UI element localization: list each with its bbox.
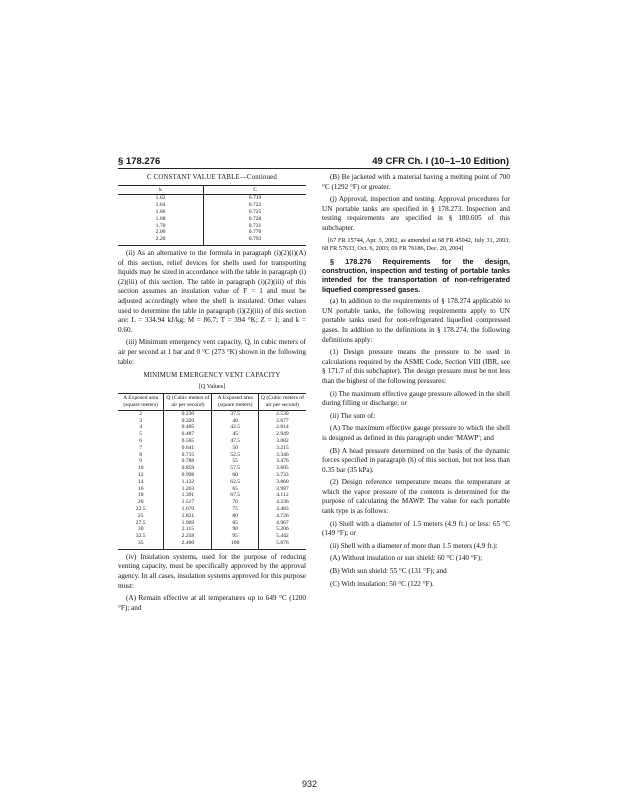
vent-table-cell: 0.405 (164, 424, 212, 431)
vent-table-cell: 2.814 (276, 424, 289, 431)
vent-table-cell: 67.5 (212, 492, 258, 499)
vent-table-cell: 50 (212, 445, 258, 452)
table-row (118, 465, 306, 472)
vent-table-cell: 2.949 (276, 431, 289, 438)
table-row (118, 431, 306, 438)
c-table-cell: 1.70 (118, 223, 204, 230)
vent-table-cell: 3.733 (276, 472, 289, 479)
left-column (118, 173, 306, 613)
vent-table-cell: 3.346 (276, 451, 289, 458)
paragraph-iii: (iii) Minimum emergency vent capacity, Q, in cubic meters of air per second at 1 bar and 0 °C (273 °K) shown in the following table: (118, 338, 306, 366)
vent-table-cell: 16 (118, 486, 164, 493)
vent-table-cell: 2.115 (164, 526, 212, 533)
paragraph-2-ii: (ii) Shell with a diameter of more than 1.5 meters (4.9 ft.): (330, 541, 498, 550)
table-row (118, 486, 306, 493)
table-row (118, 223, 306, 230)
table-row (118, 195, 306, 202)
table-row (118, 526, 306, 533)
vent-table-cell: 0.715 (164, 452, 212, 459)
vent-table-cell: 75 (212, 506, 258, 513)
vent-table-subtitle: [Q Values] (198, 382, 226, 390)
vent-table-cell: 10 (118, 465, 164, 472)
vent-table-cell: 5.676 (258, 540, 306, 549)
vent-table-cell: 0.788 (164, 458, 212, 465)
vent-capacity-table (118, 393, 306, 550)
table-row (118, 229, 306, 236)
vent-table-cell: 40 (212, 418, 258, 425)
vent-table-cell: 1.969 (164, 520, 212, 527)
vent-table-cell: 55 (212, 458, 258, 465)
paragraph-1-B: (B) A head pressure determined on the basis of the dynamic forces specified in paragraph (h) of this section, but not less than 0.35 bar (35 kPa). (322, 446, 510, 474)
table-row (118, 445, 306, 452)
vent-table-cell: 4.967 (276, 519, 289, 526)
vent-table-cell: 4.112 (276, 492, 289, 499)
vent-table-cell: 6 (118, 438, 164, 445)
table-row (118, 216, 306, 223)
right-column (322, 173, 510, 589)
c-table-cell: 0.770 (248, 229, 262, 236)
c-table-cell: 1.64 (118, 202, 204, 209)
vent-table-cell: 47.5 (212, 438, 258, 445)
paragraph-1-ii: (ii) The sum of: (330, 411, 376, 420)
paragraph-1-A: (A) The maximum effective gauge pressure to which the shell is designed as defined in this paragraph under 'MAWP'; and (322, 424, 510, 442)
vent-table-cell: 0.641 (164, 445, 212, 452)
amendment-note: [67 FR 15744, Apr. 3, 2002, as amended at 68 FR 45042, July 31, 2003; 68 FR 57633, Oct. 6, 2003; 69 FR 76186, Dec. 20, 2004] (322, 236, 510, 252)
vent-table-cell: 5 (118, 431, 164, 438)
vent-table-cell: 5.206 (276, 526, 289, 533)
table-row (118, 499, 306, 506)
c-constant-table (118, 185, 306, 246)
vent-table-cell: 4.726 (276, 512, 289, 519)
vent-table-cell: 42.5 (212, 424, 258, 431)
table-row (118, 424, 306, 431)
vent-table-cell: 52.5 (212, 452, 258, 459)
paragraph-ii: (ii) As an alternative to the formula in paragraph (i)(2)(i)(A) of this section, relief devices for shells used for transporting liquids may be sized in accordance with the table in paragraph (i)(2)(iii) of this section. The table in paragraph (i)(2)(iii) of this section assumes an insulation value of F = 1 and must be adjusted accordingly when the shell is insulated. Other values used to determine the table in paragraph (i)(2)(iii) of this section are: L = 334.94 kJ/kg; M = 86.7; T = 394 °K; Z = 1; and k = 0.60. (118, 248, 306, 334)
c-table-cell: 0.728 (248, 215, 262, 222)
table-row (118, 458, 306, 465)
c-table-cell: 2.20 (118, 236, 204, 245)
vent-table-cell: 5.442 (276, 533, 289, 540)
paragraph-j: (j) Approval, inspection and testing. Approval procedures for UN portable tanks are specified in § 178.273. Inspection and testing requirements are specified in § 180.605 of this subchapter. (322, 195, 510, 232)
page-header-title: 49 CFR Ch. I (10–1–10 Edition) (372, 156, 509, 167)
vent-table-cell: 95 (212, 533, 258, 540)
vent-table-cell: 30 (118, 526, 164, 533)
vent-table-cell: 14 (118, 479, 164, 486)
vent-table-cell: 0.565 (164, 438, 212, 445)
vent-table-cell: 70 (212, 499, 258, 506)
section-heading: § 178.276 Requirements for the design, construction, inspection and testing of portable tanks intended for the transportation of non-refrigerated liquefied compressed gases. (322, 256, 510, 294)
vent-table-cell: 100 (212, 540, 258, 549)
paragraph-a: (a) In addition to the requirements of § 178.274 applicable to UN portable tanks, the following requirements apply to UN portable tanks used for non-refrigerated liquefied compressed gases. In addition to the definitions in § 178.274, the following definitions apply: (322, 297, 510, 344)
table-row (118, 452, 306, 459)
vent-table-cell: 0.998 (164, 472, 212, 479)
c-table-cell: 1.68 (118, 216, 204, 223)
vent-table-cell: 62.5 (212, 479, 258, 486)
vent-table-cell: 22.5 (118, 506, 164, 513)
vent-table-cell: 45 (212, 431, 258, 438)
c-table-cell: 1.62 (118, 195, 204, 202)
table-row (118, 492, 306, 499)
vent-table-cell: 18 (118, 492, 164, 499)
table-row (118, 472, 306, 479)
c-table-cell: 0.722 (248, 202, 262, 209)
table-row (118, 209, 306, 216)
vent-table-cell: 1.670 (164, 506, 212, 513)
paragraph-2-B: (B) With sun shield: 55 °C (131 °F); and (330, 567, 447, 576)
vent-table-cell: 4.236 (276, 499, 289, 506)
vent-table-cell: 3.082 (276, 438, 289, 445)
paragraph-2: (2) Design reference temperature means the temperature at which the vapor pressure of the contents is determined for the purpose of calculating the MAWP. The value for each portable tank type is as follows: (322, 478, 510, 516)
vent-table-cell: 37.5 (212, 410, 258, 417)
table-row (118, 520, 306, 527)
vent-table-cell: 1.517 (164, 499, 212, 506)
vent-table-cell: 57.5 (212, 465, 258, 472)
vent-table-cell: 7 (118, 445, 164, 452)
vent-table-cell: 0.320 (164, 418, 212, 425)
page-number: 932 (301, 779, 318, 789)
vent-table-cell: 12 (118, 472, 164, 479)
vent-table-cell: 20 (118, 499, 164, 506)
c-table-cell: 0.725 (248, 208, 262, 215)
table-row (118, 410, 306, 417)
table-row (118, 513, 306, 520)
paragraph-1-i: (i) The maximum effective gauge pressure allowed in the shell during filling or discharge; or (322, 389, 510, 408)
paragraph-2-i: (i) Shell with a diameter of 1.5 meters (4.9 ft.) or less: 65 °C (149 °F); or (322, 519, 510, 538)
table-row (118, 506, 306, 513)
vent-table-cell: 80 (212, 513, 258, 520)
vent-table-cell: 2.677 (276, 417, 289, 424)
vent-table-cell: 1.132 (164, 479, 212, 486)
vent-table-cell: 35 (118, 540, 164, 549)
c-table-cell: 0.731 (248, 222, 262, 229)
vent-table-cell: 90 (212, 526, 258, 533)
vent-table-cell: 60 (212, 472, 258, 479)
vent-table-cell: 32.5 (118, 533, 164, 540)
vent-table-cell: 0.487 (164, 431, 212, 438)
table-row (118, 236, 306, 245)
header-rule (118, 168, 510, 169)
vent-table-cell: 25 (118, 513, 164, 520)
vent-table-cell: 2 (118, 410, 164, 417)
vent-table-cell: 2.258 (164, 533, 212, 540)
vent-table-cell: 3.476 (276, 458, 289, 465)
vent-table-cell: 4 (118, 424, 164, 431)
vent-table-cell: 8 (118, 452, 164, 459)
table-row (118, 202, 306, 209)
c-table-cell: 0.793 (204, 236, 306, 245)
table-row (118, 438, 306, 445)
vent-table-cell: 1.821 (164, 513, 212, 520)
vent-table-cell: 0.859 (164, 465, 212, 472)
c-table-cell: 2.00 (118, 229, 204, 236)
vent-table-title: MINIMUM EMERGENCY VENT CAPACITY (143, 372, 281, 380)
vent-table-header: Q (Cubic meters of air per second) (258, 394, 306, 411)
paragraph-2-A: (A) Without insulation or sun shield: 60 °C (140 °F); (330, 554, 483, 563)
vent-table-cell: 3.215 (276, 444, 289, 451)
c-table-cell: 1.66 (118, 209, 204, 216)
paragraph-B: (B) Be jacketed with a material having a melting point of 700 °C (1292 °F) or greater. (322, 173, 510, 191)
vent-table-cell: 3.605 (276, 465, 289, 472)
section-number: § 178.276 (118, 156, 161, 167)
table-row (118, 479, 306, 486)
c-table-header: k (118, 185, 204, 195)
vent-table-cell: 3 (118, 418, 164, 425)
c-table-title: C CONSTANT VALUE TABLE—Continued (147, 174, 277, 181)
vent-table-cell: 2.539 (276, 410, 289, 417)
vent-table-cell: 85 (212, 520, 258, 527)
vent-table-cell: 65 (212, 486, 258, 493)
vent-table-cell: 1.391 (164, 492, 212, 499)
paragraph-iv: (iv) Insulation systems, used for the purpose of reducing venting capacity, must be specifically approved by the approval agency. In all cases, insulation systems approved for this purpose must: (118, 552, 306, 590)
paragraph-2-C: (C) With insulation: 50 °C (122 °F). (330, 579, 434, 588)
vent-table-cell: 3.860 (276, 478, 289, 485)
vent-table-cell: 0.230 (164, 410, 212, 417)
vent-table-header: A Exposed area (square meters) (212, 394, 258, 411)
paragraph-1: (1) Design pressure means the pressure to be used in calculations required by the ASME Code, Section VIII (IBR, see § 171.7 of this subchapter). The design pressure must be not less than the highest of the following pressures: (322, 348, 510, 385)
vent-table-cell: 2.400 (164, 540, 212, 549)
c-table-header: C (204, 185, 306, 195)
vent-table-header: Q (Cubic meters of air per second) (164, 394, 212, 411)
c-table-cell: 0.719 (248, 195, 262, 202)
vent-table-cell: 1.263 (164, 486, 212, 493)
paragraph-A: (A) Remain effective at all temperatures up to 649 °C (1200 °F); and (118, 594, 306, 612)
vent-table-cell: 9 (118, 458, 164, 465)
vent-table-cell: 4.483 (276, 506, 289, 513)
table-row (118, 540, 306, 549)
vent-table-cell: 3.987 (276, 485, 289, 492)
table-row (118, 533, 306, 540)
vent-table-cell: 27.5 (118, 520, 164, 527)
table-row (118, 418, 306, 425)
vent-table-header: A Exposed area (square meters) (118, 394, 164, 411)
